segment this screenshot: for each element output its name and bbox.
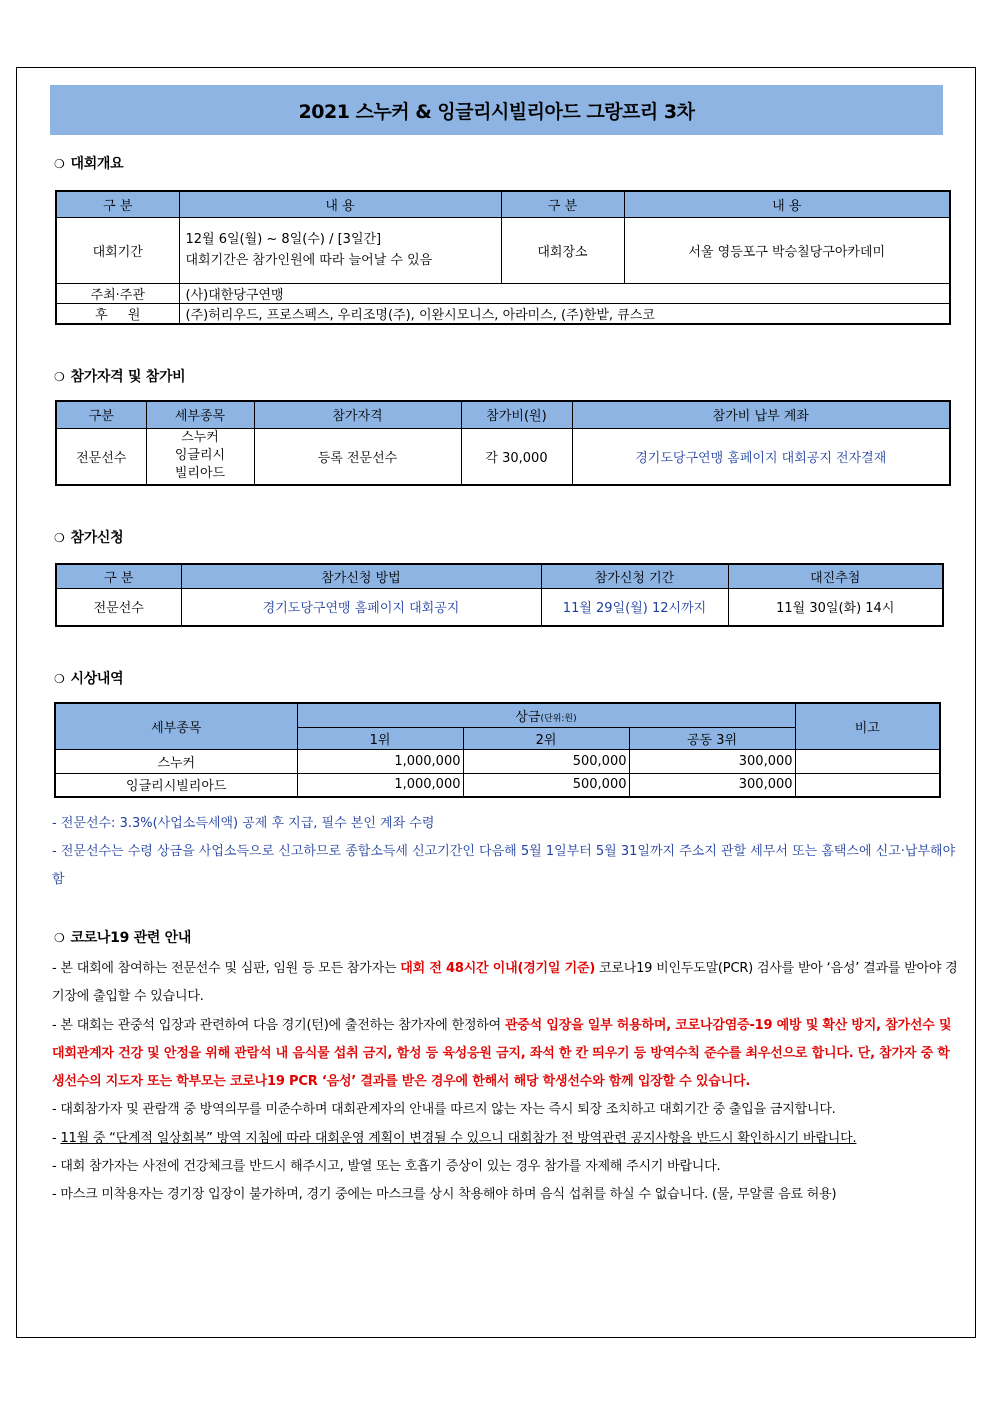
sponsor-label: 후 원 (56, 303, 179, 324)
event-header: 세부종목 (55, 703, 297, 749)
events-cell (146, 428, 254, 485)
prize-note-2: - 전문선수는 수령 상금을 사업소득으로 신고하므로 종합소득세 신고기간인 다음해 5월 1일부터 5월 31일까지 주소지 관할 세무서 또는 홈택스에 신고·납부해야 함 (52, 844, 956, 887)
section-title-eligibility (54, 366, 185, 386)
payment-cell: 경기도당구연맹 홈페이지 대회공지 전자결재 (572, 428, 950, 485)
prize-header (297, 703, 795, 727)
section-label: 대회개요 (70, 156, 124, 172)
header-cell: 참가신청 방법 (181, 564, 541, 588)
header-cell: 참가자격 (254, 401, 461, 428)
prize-note-1: - 전문선수: 3.3%(사업소득세액) 공제 후 지급, 필수 본인 계좌 수령 (52, 816, 435, 831)
bullet-icon: ❍ (54, 672, 65, 686)
host-label: 주최·주관 (56, 283, 179, 303)
venue-value: 서울 영등포구 박승칠당구아카데미 (624, 217, 950, 283)
period-label: 대회기간 (56, 217, 179, 283)
third-prize-cell: 300,000 (629, 749, 795, 773)
event-item: 스누커 (181, 430, 219, 446)
header-cell: 구 분 (56, 191, 179, 217)
period-cell: 11월 29일(월) 12시까지 (541, 588, 728, 626)
venue-label: 대회장소 (501, 217, 624, 283)
text-span: - 본 대회는 관중석 입장과 관련하여 다음 경기(턴)에 출전하는 참가자에 한정하여 (52, 1017, 505, 1033)
event-cell: 잉글리시빌리아드 (55, 773, 297, 797)
section-title-covid (54, 927, 191, 947)
host-value: (사)대한당구연맹 (179, 283, 950, 303)
sponsor-value: (주)허리우드, 프로스펙스, 우리조명(주), 이완시모니스, 아라미스, (주)한밭, 큐스코 (179, 303, 950, 324)
first-prize-cell: 1,000,000 (297, 773, 463, 797)
section-label: 시상내역 (70, 671, 124, 687)
note-header: 비고 (795, 703, 940, 749)
header-cell: 대진추첨 (728, 564, 943, 588)
bullet-icon: ❍ (54, 370, 65, 384)
overview-table (55, 190, 951, 325)
header-cell: 내 용 (179, 191, 501, 217)
eligibility-table (55, 400, 951, 486)
covid-paragraph-5: - 대회 참가자는 사전에 건강체크를 반드시 해주시고, 발열 또는 호흡기 증상이 있는 경우 참가를 자제해 주시기 바랍니다. (52, 1159, 721, 1175)
second-prize-cell: 500,000 (463, 773, 629, 797)
header-cell: 참가비(원) (461, 401, 572, 428)
second-prize-cell: 500,000 (463, 749, 629, 773)
header-cell: 참가신청 기간 (541, 564, 728, 588)
period-value (179, 217, 501, 283)
prize-header-label: 상금 (515, 709, 541, 725)
category-cell: 전문선수 (56, 588, 181, 626)
page-title: 2021 스누커 & 잉글리시빌리아드 그랑프리 3차 (50, 85, 943, 135)
event-cell: 스누커 (55, 749, 297, 773)
section-title-overview (54, 153, 123, 173)
section-title-application (54, 527, 123, 547)
method-cell: 경기도당구연맹 홈페이지 대회공지 (181, 588, 541, 626)
prize-table (54, 702, 941, 798)
section-title-prizes (54, 668, 123, 688)
draw-cell: 11월 30일(화) 14시 (728, 588, 943, 626)
section-label: 코로나19 관련 안내 (70, 930, 192, 946)
section-label: 참가자격 및 참가비 (70, 369, 186, 385)
category-cell: 전문선수 (56, 428, 146, 485)
period-note: 대회기간은 참가인원에 따라 늘어날 수 있음 (185, 253, 433, 268)
underlined-text: 11월 중 “단계적 일상회복” 방역 지침에 따라 대회운영 계획이 변경될 수 있으니 대회참가 전 방역관련 공지사항을 반드시 확인하시기 바랍니다. (60, 1130, 857, 1146)
third-prize-cell: 300,000 (629, 773, 795, 797)
note-cell (795, 749, 940, 773)
header-cell: 내 용 (624, 191, 950, 217)
text-span: 코로나19 비인두도말(PCR) 검사를 받아 ‘음성’ 결과를 받아야 경기장에 출입할 수 있습니다. (52, 961, 958, 1005)
covid-paragraph-1 (52, 955, 958, 1012)
text-span: - 본 대회에 참여하는 전문선수 및 심판, 임원 등 모든 참가자는 (52, 961, 401, 976)
section-label: 참가신청 (70, 530, 124, 546)
event-item: 잉글리시 (174, 448, 226, 464)
prize-unit: (단위:원) (540, 713, 577, 724)
note-cell (795, 773, 940, 797)
event-item: 빌리아드 (174, 466, 226, 482)
header-cell: 구 분 (56, 564, 181, 588)
qualification-cell: 등록 전문선수 (254, 428, 461, 485)
application-table (55, 563, 944, 627)
header-cell: 참가비 납부 계좌 (572, 401, 950, 428)
covid-paragraph-3: - 대회참가자 및 관람객 중 방역의무를 미준수하며 대회관계자의 안내를 따르지 않는 자는 즉시 퇴장 조치하고 대회기간 중 출입을 금지합니다. (52, 1102, 836, 1118)
emphasis-text: 관중석 입장을 일부 허용하며, 코로나감염증-19 예방 및 확산 방지, 참가선수 및 대회관계자 건강 및 안정을 위해 관람석 내 음식물 섭취 금지, 함성 등 육성응원 금지, 좌석 한 칸 띄우기 등 방역수칙 준수를 최우선으로 합니다. 단, 참가자 중 학생선수의 지도자 또는 학부모는 코로나19 PCR ‘음성’ 결과를 받은 경우에 한해서 해당 학생선수와 함께 입장할 수 있습니다. (52, 1017, 952, 1090)
covid-paragraph-4 (52, 1125, 958, 1153)
covid-paragraph-2 (52, 1012, 958, 1097)
covid-paragraph-6: - 마스크 미착용자는 경기장 입장이 불가하며, 경기 중에는 마스크를 상시 착용해야 하며 음식 섭취를 하실 수 없습니다. (물, 무알콜 음료 허용) (52, 1187, 837, 1203)
emphasis-text: 대회 전 48시간 이내(경기일 기준) (400, 961, 596, 976)
rank-header: 2위 (463, 727, 629, 749)
table-row (55, 749, 940, 773)
period-dates: 12월 6일(월) ~ 8일(수) / [3일간] (185, 232, 382, 247)
header-cell: 구 분 (501, 191, 624, 217)
rank-header: 공동 3위 (629, 727, 795, 749)
text-span: - (52, 1130, 61, 1146)
bullet-icon: ❍ (54, 931, 65, 945)
table-row (55, 773, 940, 797)
bullet-icon: ❍ (54, 531, 65, 545)
header-cell: 세부종목 (146, 401, 254, 428)
rank-header: 1위 (297, 727, 463, 749)
fee-cell: 각 30,000 (461, 428, 572, 485)
bullet-icon: ❍ (54, 157, 65, 171)
first-prize-cell: 1,000,000 (297, 749, 463, 773)
header-cell: 구분 (56, 401, 146, 428)
covid-guidelines (52, 955, 958, 1210)
